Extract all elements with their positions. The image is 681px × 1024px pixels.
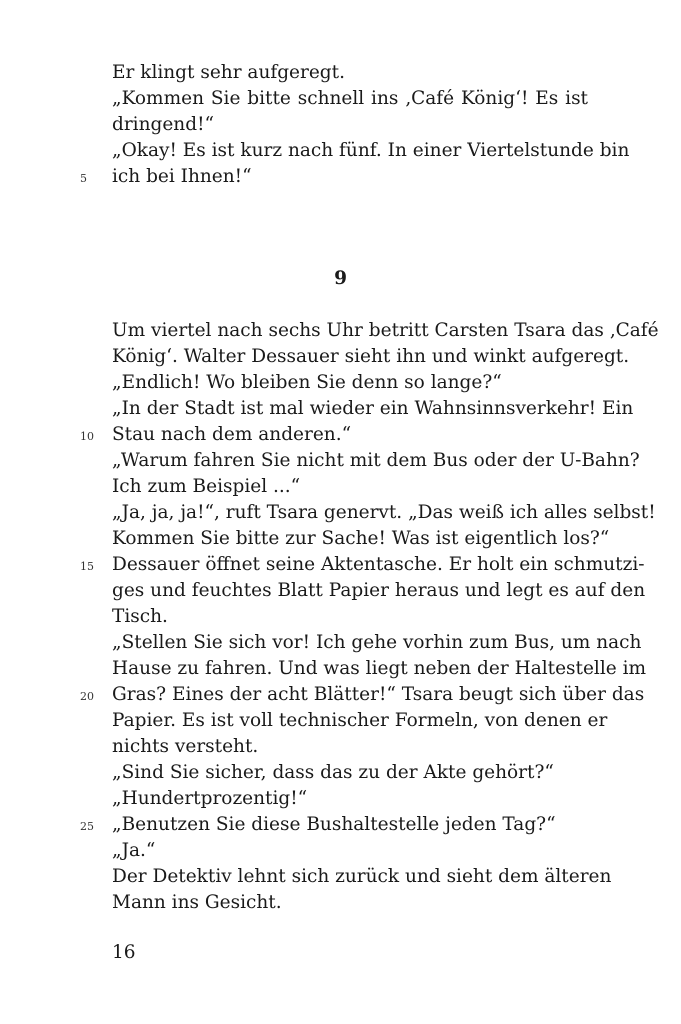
line-number: 25 (80, 820, 94, 833)
chapter-number: 9 (334, 268, 347, 289)
text-line: dringend!“ (112, 114, 214, 135)
text-line: Gras? Eines der acht Blätter!“ Tsara beugt sich über das (112, 684, 645, 705)
text-line: Mann ins Gesicht. (112, 892, 282, 913)
text-line: Papier. Es ist voll technischer Formeln, von denen er (112, 710, 608, 731)
text-line: „Ja.“ (112, 840, 156, 861)
text-line: „Stellen Sie sich vor! Ich gehe vorhin zum Bus, um nach (112, 632, 642, 653)
text-line: „Sind Sie sicher, dass das zu der Akte gehört?“ (112, 762, 554, 783)
text-line: „Okay! Es ist kurz nach fünf. In einer Viertelstunde bin (112, 140, 630, 161)
text-line: Tisch. (112, 606, 168, 627)
line-number: 5 (80, 172, 87, 185)
text-line: Er klingt sehr aufgeregt. (112, 62, 345, 83)
page-number: 16 (112, 942, 136, 963)
text-line: Kommen Sie bitte zur Sache! Was ist eigentlich los?“ (112, 528, 610, 549)
text-line: ich bei Ihnen!“ (112, 166, 252, 187)
text-line: „Endlich! Wo bleiben Sie denn so lange?“ (112, 372, 502, 393)
text-line: „Kommen Sie bitte schnell ins ‚Café König‘! Es ist (112, 88, 588, 109)
text-line: Dessauer öffnet seine Aktentasche. Er holt ein schmutzi- (112, 554, 645, 575)
text-line: Hause zu fahren. Und was liegt neben der Haltestelle im (112, 658, 647, 679)
text-line: „Warum fahren Sie nicht mit dem Bus oder der U-Bahn? (112, 450, 640, 471)
text-line: „Hundertprozentig!“ (112, 788, 308, 809)
text-line: „Ja, ja, ja!“, ruft Tsara genervt. „Das weiß ich alles selbst! (112, 502, 656, 523)
line-number: 10 (80, 430, 94, 443)
text-line: nichts versteht. (112, 736, 259, 757)
text-line: ges und feuchtes Blatt Papier heraus und legt es auf den (112, 580, 646, 601)
text-line: Der Detektiv lehnt sich zurück und sieht dem älteren (112, 866, 612, 887)
text-line: Ich zum Beispiel ...“ (112, 476, 301, 497)
text-line: „In der Stadt ist mal wieder ein Wahnsinnsverkehr! Ein (112, 398, 634, 419)
text-line: „Benutzen Sie diese Bushaltestelle jeden Tag?“ (112, 814, 556, 835)
text-line: König‘. Walter Dessauer sieht ihn und winkt aufgeregt. (112, 346, 630, 367)
line-number: 20 (80, 690, 94, 703)
text-line: Um viertel nach sechs Uhr betritt Carsten Tsara das ‚Café (112, 320, 659, 341)
text-line: Stau nach dem anderen.“ (112, 424, 352, 445)
line-number: 15 (80, 560, 94, 573)
